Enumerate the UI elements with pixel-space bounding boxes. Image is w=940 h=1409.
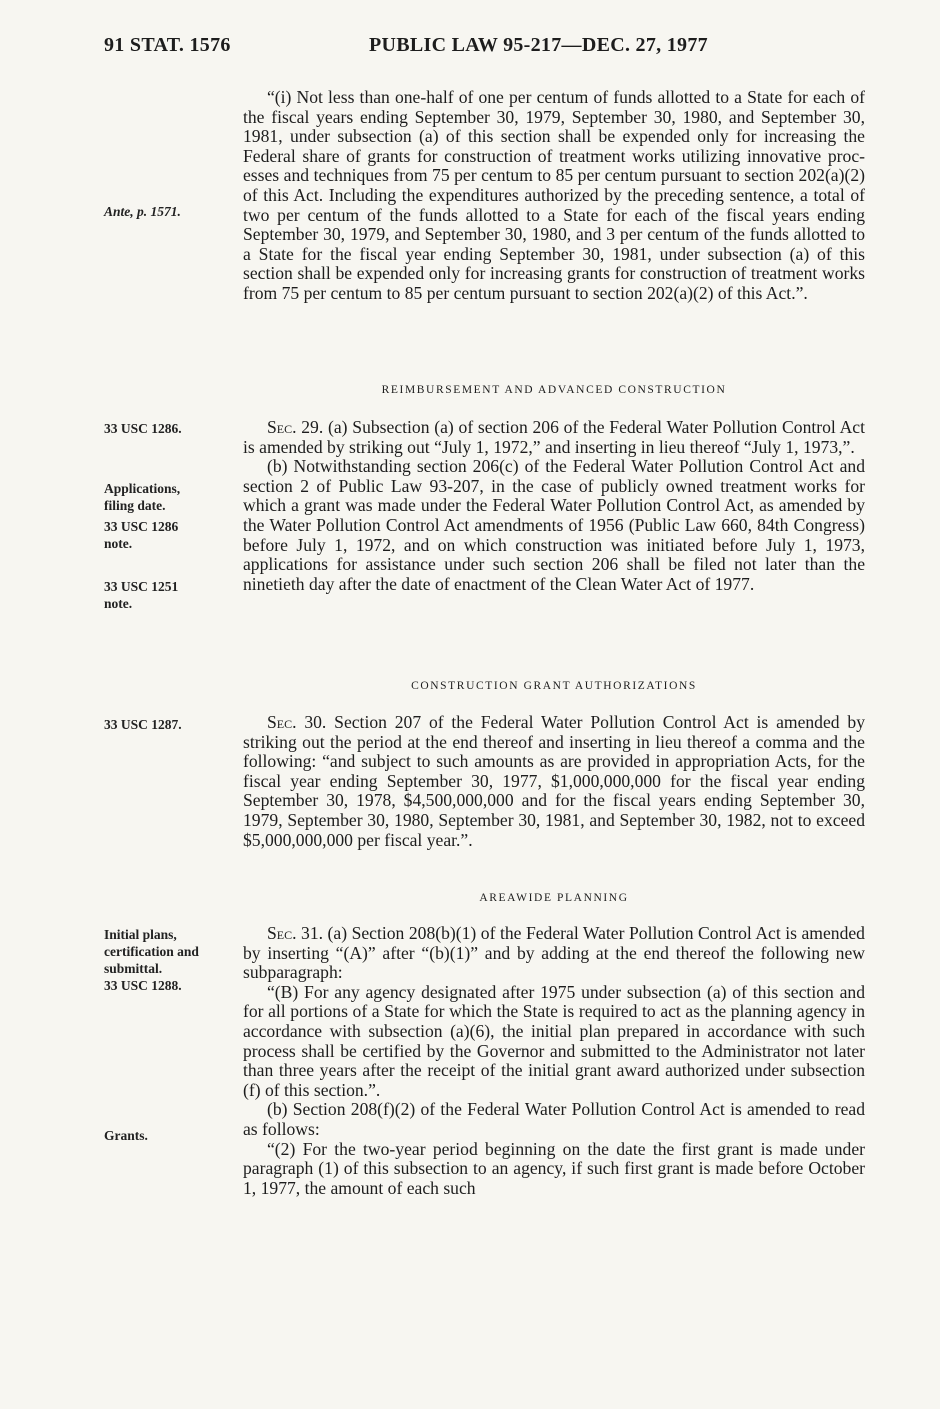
section-30 bbox=[243, 713, 865, 850]
margin-note-line: submittal. bbox=[104, 961, 163, 976]
heading-reimbursement: REIMBURSEMENT AND ADVANCED CONSTRUCTION bbox=[381, 384, 727, 396]
section-29-label: Sec. 29. bbox=[267, 417, 324, 437]
margin-note-usc-1251 bbox=[104, 578, 232, 612]
section-31-a bbox=[243, 924, 865, 983]
section-30-block bbox=[243, 713, 865, 850]
paragraph-block-i bbox=[243, 88, 865, 304]
heading-construction-grant: CONSTRUCTION GRANT AUTHORIZATIONS bbox=[411, 680, 697, 692]
section-30-label: Sec. 30. bbox=[267, 712, 327, 732]
margin-note-line: filing date. bbox=[104, 498, 166, 513]
margin-note-line: Initial plans, bbox=[104, 927, 177, 942]
section-31-label: Sec. 31. bbox=[267, 923, 324, 943]
margin-note-usc-1287: 33 USC 1287. bbox=[104, 717, 182, 732]
margin-note-line: certification and bbox=[104, 944, 199, 959]
section-31-b: (b) Section 208(f)(2) of the Federal Water Pollution Control Act is amended to read as follows: bbox=[243, 1099, 865, 1139]
paragraph-i: “(i) Not less than one-half of one per centum of funds allotted to a State for each of the fiscal years ending September 30, 1979, September 30, 1980, and September 30, 1981, under subsection (a) of this section shall be expended only for increasing the Federal share of grants for construction of treatment works utilizing innovative processes and techniques from 75 per centum to 85 per centum pursuant to section 202(a)(2) of this Act. Including the expenditures authorized by the preceding sentence, a total of two per centum of the funds allotted to a State for each of the fiscal years ending September 30, 1979, and September 30, 1980, and 3 per centum of the funds allotted to a State for the fiscal year ending September 30, 1981, under subsection (a) of this section shall be expended only for increasing grants for construction of treatment works from 75 per centum to 85 per centum pursuant to section 202(a)(2) of this Act.”. bbox=[243, 87, 865, 303]
section-29-block bbox=[243, 418, 865, 594]
section-29-a-text: (a) Subsection (a) of section 206 of the Federal Water Pollution Control Act is amended by striking out “July 1, 1972,” and inserting in lieu thereof “July 1, 1973,”. bbox=[243, 417, 865, 457]
margin-note-line: note. bbox=[104, 596, 133, 611]
page-header bbox=[104, 34, 864, 64]
stat-page-number: 91 STAT. 1576 bbox=[104, 34, 231, 56]
margin-note-initial-plans bbox=[104, 926, 232, 994]
margin-note-line: Applications, bbox=[104, 481, 181, 496]
section-29-b: (b) Notwithstanding section 206(c) of the Federal Water Pollution Control Act and section 2 of Public Law 93-207, in the case of publicly owned treatment works for which a grant was made under the Federal Water Pollution Control Act, as amended by the Water Pollution Control Act amendments of 1956 (Public Law 660, 84th Congress) before July 1, 1972, and on which construction was initiated before July 1, 1973, applications for assistance under such section 206 shall be filed not later than the ninetieth day after the date of enactment of the Clean Water Act of 1977. bbox=[243, 456, 865, 594]
margin-note-line: 33 USC 1288. bbox=[104, 978, 182, 993]
section-29-a bbox=[243, 418, 865, 457]
margin-note-applications bbox=[104, 480, 232, 552]
section-30-text: Section 207 of the Federal Water Pollution Control Act is amended by striking out the period at the end thereof and inserting in lieu thereof a comma and the following: “and subject to such amounts as are provided in appropriation Acts, for the fiscal year ending September 30, 1977, $1,000,000,000 for the fiscal year ending September 30, 1978, $4,500,000,000 and for the fiscal years ending September 30, 1979, September 30, 1980, September 30, 1981, and September 30, 1982, not to exceed $5,000,000,000 per fiscal year.”. bbox=[243, 712, 865, 850]
section-31-paragraph-2: “(2) For the two-year period beginning on the date the first grant is made under paragraph (1) of this subsection to an agency, if such first grant is made before October 1, 1977, the amount of each such bbox=[243, 1138, 865, 1198]
margin-note-grants: Grants. bbox=[104, 1128, 148, 1143]
margin-note-line: 33 USC 1286 bbox=[104, 519, 179, 534]
margin-note-ante: Ante, p. 1571. bbox=[104, 204, 181, 219]
section-31-block bbox=[243, 924, 865, 1198]
margin-note-usc-1286: 33 USC 1286. bbox=[104, 421, 182, 436]
margin-note-line: 33 USC 1251 bbox=[104, 579, 179, 594]
section-31-subparagraph-B: “(B) For any agency designated after 1975 under subsection (a) of this section and for all portions of a State for which the State is required to act as the planning agency in accordance with subsection (a)(6), the initial plan prepared in accordance with such process shall be certified by the Governor and submitted to the Administrator not later than three years after the receipt of the initial grant award authorized under subsection (f) of this section.”. bbox=[243, 981, 865, 1100]
public-law-title: PUBLIC LAW 95-217—DEC. 27, 1977 bbox=[369, 34, 708, 56]
heading-areawide: AREAWIDE PLANNING bbox=[479, 892, 629, 904]
section-31-a-text: (a) Section 208(b)(1) of the Federal Water Pollution Control Act is amended by inserting “(A)” after “(b)(1)” and by adding at the end thereof the following new subparagraph: bbox=[243, 923, 865, 983]
margin-note-line: note. bbox=[104, 536, 133, 551]
